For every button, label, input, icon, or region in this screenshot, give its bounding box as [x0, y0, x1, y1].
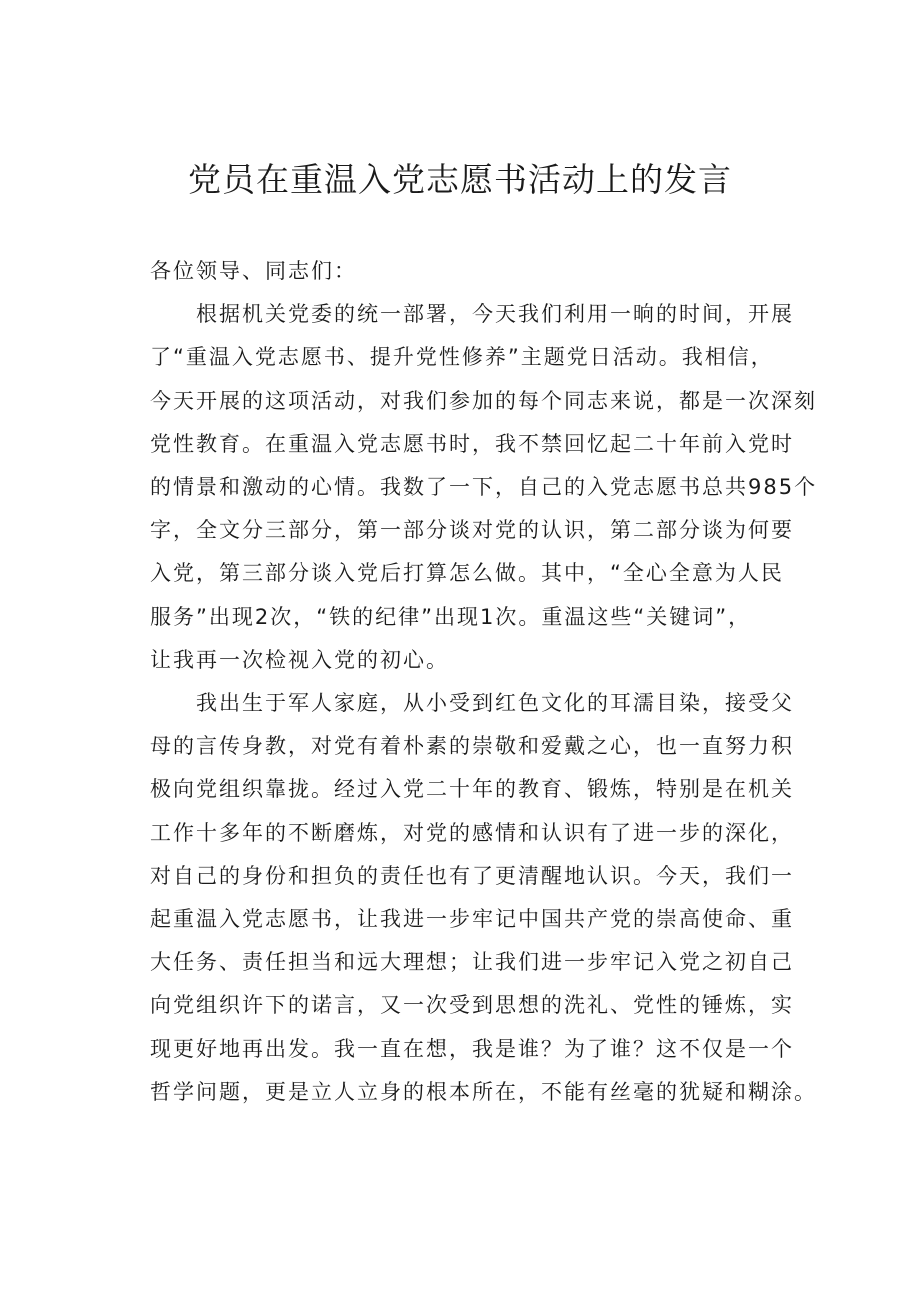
paragraph-line: 哲学问题，更是立人立身的根本所在，不能有丝毫的犹疑和糊涂。 [150, 1079, 817, 1104]
paragraph-line: 向党组织许下的诺言，又一次受到思想的洗礼、党性的锤炼，实 [150, 993, 794, 1018]
paragraph-line: 母的言传身教，对党有着朴素的崇敬和爱戴之心，也一直努力积 [150, 734, 794, 759]
paragraph-line: 对自己的身份和担负的责任也有了更清醒地认识。今天，我们一 [150, 863, 794, 888]
paragraph-line: 了“重温入党志愿书、提升党性修养”主题党日活动。我相信， [150, 345, 774, 370]
paragraph-line: 今天开展的这项活动，对我们参加的每个同志来说，都是一次深刻 [150, 388, 817, 413]
paragraph-line: 字，全文分三部分，第一部分谈对党的认识，第二部分谈为何要 [150, 518, 794, 543]
paragraph-line: 现更好地再出发。我一直在想，我是谁？为了谁？这不仅是一个 [150, 1036, 794, 1061]
paragraph-line: 的情景和激动的心情。我数了一下，自己的入党志愿书总共985个 [150, 475, 818, 500]
paragraph-1 [150, 293, 818, 682]
paragraph-line: 服务”出现2次，“铁的纪律”出现1次。重温这些“关键词”， [150, 604, 752, 629]
paragraph-line: 大任务、责任担当和远大理想；让我们进一步牢记入党之初自己 [150, 950, 794, 975]
paragraph-line: 工作十多年的不断磨炼，对党的感情和认识有了进一步的深化， [150, 820, 794, 845]
paragraph-line: 党性教育。在重温入党志愿书时，我不禁回忆起二十年前入党时 [150, 431, 794, 456]
salutation: 各位领导、同志们： [150, 259, 357, 283]
document-body [150, 250, 818, 1114]
document-title: 党员在重温入党志愿书活动上的发言 [188, 160, 732, 199]
paragraph-line: 我出生于军人家庭，从小受到红色文化的耳濡目染，接受父 [196, 691, 794, 716]
paragraph-line: 入党，第三部分谈入党后打算怎么做。其中，“全心全意为人民 [150, 561, 784, 586]
paragraph-line: 让我再一次检视入党的初心。 [150, 647, 449, 672]
paragraph-line: 极向党组织靠拢。经过入党二十年的教育、锻炼，特别是在机关 [150, 777, 794, 802]
paragraph-line: 根据机关党委的统一部署，今天我们利用一晌的时间，开展 [196, 302, 794, 327]
paragraph-line: 起重温入党志愿书，让我进一步牢记中国共产党的崇高使命、重 [150, 907, 794, 932]
paragraph-2 [150, 682, 817, 1114]
